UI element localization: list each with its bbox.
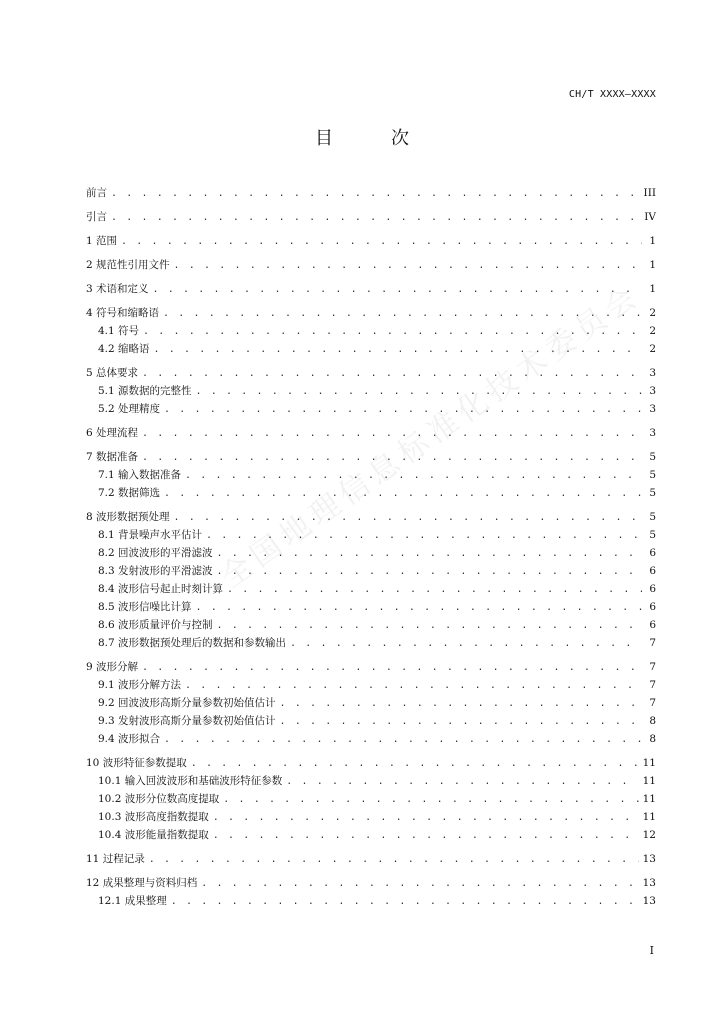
dot-leader (196, 383, 642, 401)
toc-entry-page: 5 (649, 469, 656, 481)
toc-entry-label: 8.2 回波波形的平滑滤波 (98, 547, 213, 559)
toc-entry-label: 9 波形分解 (86, 661, 139, 673)
dot-leader (280, 713, 642, 731)
toc-subentry[interactable] (86, 526, 656, 544)
dot-leader (201, 875, 638, 893)
toc-entry-label: 引言 (86, 211, 107, 223)
dot-leader (142, 449, 642, 467)
toc-entry-page: 5 (649, 529, 656, 541)
toc-entry[interactable] (86, 658, 656, 676)
toc-entry-label: 8.4 波形信号起止时刻计算 (98, 583, 224, 595)
table-of-contents (86, 184, 656, 910)
toc-entry-page: 8 (649, 715, 656, 727)
dot-leader (223, 791, 638, 809)
toc-entry[interactable] (86, 304, 656, 322)
toc-entry-label: 12.1 成果整理 (98, 895, 167, 907)
toc-subentry[interactable] (86, 730, 656, 748)
toc-entry-page: 2 (649, 343, 656, 355)
dot-leader (213, 827, 639, 845)
toc-entry-label: 9.1 波形分解方法 (98, 679, 182, 691)
dot-leader (227, 581, 642, 599)
dot-leader (121, 233, 642, 251)
watermark: 全国地理信息标准化技术委员会 (214, 277, 648, 596)
toc-entry-label: 10 波形特征参数提取 (86, 757, 187, 769)
toc-entry-label: 7 数据准备 (86, 451, 139, 463)
toc-subentry[interactable] (86, 790, 656, 808)
toc-entry-page: 3 (649, 367, 656, 379)
toc-entry[interactable] (86, 850, 656, 868)
dot-leader (174, 257, 642, 275)
toc-entry-page: 7 (649, 697, 656, 709)
dot-leader (153, 281, 642, 299)
toc-subentry[interactable] (86, 808, 656, 826)
dot-leader (111, 209, 640, 227)
dot-leader (213, 809, 639, 827)
dot-leader (164, 485, 642, 503)
toc-entry-label: 9.4 波形拟合 (98, 733, 161, 745)
toc-subentry[interactable] (86, 634, 656, 652)
dot-leader (191, 755, 639, 773)
toc-entry[interactable] (86, 754, 656, 772)
toc-entry-page: 8 (649, 733, 656, 745)
toc-subentry[interactable] (86, 580, 656, 598)
dot-leader (142, 365, 642, 383)
toc-entry-label: 5 总体要求 (86, 367, 139, 379)
toc-entry-page: 6 (649, 583, 656, 595)
toc-entry-label: 9.3 发射波形高斯分量参数初始值估计 (98, 715, 276, 727)
toc-subentry[interactable] (86, 772, 656, 790)
dot-leader (111, 185, 640, 203)
toc-title: 目 次 (315, 128, 429, 149)
toc-entry[interactable] (86, 508, 656, 526)
toc-entry-label: 10.4 波形能量指数提取 (98, 829, 209, 841)
toc-entry-label: 9.2 回波波形高斯分量参数初始值估计 (98, 697, 276, 709)
dot-leader (217, 617, 642, 635)
toc-entry-label: 4.1 符号 (98, 325, 140, 337)
page-number: I (649, 944, 654, 957)
toc-entry-page: 1 (649, 283, 656, 295)
toc-entry[interactable] (86, 184, 656, 202)
toc-entry-label: 10.2 波形分位数高度提取 (98, 793, 220, 805)
toc-entry-page: 13 (642, 853, 656, 865)
toc-entry-label: 4.2 缩略语 (98, 343, 150, 355)
dot-leader (280, 695, 642, 713)
toc-subentry[interactable] (86, 484, 656, 502)
toc-entry[interactable] (86, 874, 656, 892)
toc-entry-label: 2 规范性引用文件 (86, 259, 170, 271)
toc-entry-label: 4 符号和缩略语 (86, 307, 160, 319)
toc-entry-label: 8.6 波形质量评价与控制 (98, 619, 213, 631)
dot-leader (290, 635, 642, 653)
toc-entry-label: 8.1 背景噪声水平估计 (98, 529, 203, 541)
toc-entry-label: 5.1 源数据的完整性 (98, 385, 192, 397)
toc-subentry[interactable] (86, 676, 656, 694)
toc-subentry[interactable] (86, 598, 656, 616)
toc-entry-page: 11 (642, 793, 656, 805)
toc-subentry[interactable] (86, 562, 656, 580)
toc-entry-page: 11 (642, 811, 656, 823)
standard-code: CH/T XXXX—XXXX (568, 89, 656, 100)
toc-entry-page: 7 (649, 661, 656, 673)
toc-entry-page: 2 (649, 325, 656, 337)
toc-entry-page: 3 (649, 427, 656, 439)
toc-entry-page: 5 (649, 451, 656, 463)
toc-entry-page: 2 (649, 307, 656, 319)
toc-subentry[interactable] (86, 466, 656, 484)
toc-subentry[interactable] (86, 712, 656, 730)
toc-entry-page: 6 (649, 619, 656, 631)
toc-entry-page: 1 (649, 259, 656, 271)
toc-entry-label: 8 波形数据预处理 (86, 511, 170, 523)
dot-leader (171, 893, 639, 911)
dot-leader (149, 851, 639, 869)
dot-leader (143, 323, 642, 341)
dot-leader (217, 545, 642, 563)
dot-leader (196, 599, 642, 617)
dot-leader (206, 527, 642, 545)
toc-entry-label: 3 术语和定义 (86, 283, 149, 295)
toc-entry-label: 8.3 发射波形的平滑滤波 (98, 565, 213, 577)
toc-entry-page: 6 (649, 547, 656, 559)
toc-entry-page: 6 (649, 565, 656, 577)
toc-subentry[interactable] (86, 382, 656, 400)
dot-leader (164, 731, 642, 749)
toc-entry[interactable] (86, 208, 656, 226)
dot-leader (154, 341, 642, 359)
toc-entry-page: 11 (642, 757, 656, 769)
dot-leader (142, 425, 642, 443)
toc-subentry[interactable] (86, 544, 656, 562)
toc-entry-label: 前言 (86, 187, 107, 199)
toc-entry-page: 3 (649, 403, 656, 415)
toc-entry-label: 12 成果整理与资料归档 (86, 877, 198, 889)
toc-entry[interactable] (86, 232, 656, 250)
toc-subentry[interactable] (86, 322, 656, 340)
toc-entry-page: 13 (642, 895, 656, 907)
toc-entry-page: 3 (649, 385, 656, 397)
toc-subentry[interactable] (86, 400, 656, 418)
toc-entry[interactable] (86, 448, 656, 466)
toc-entry-label: 7.1 输入数据准备 (98, 469, 182, 481)
toc-entry[interactable] (86, 280, 656, 298)
dot-leader (174, 509, 642, 527)
toc-entry-page: 11 (642, 775, 656, 787)
toc-entry-page: 5 (649, 511, 656, 523)
toc-entry[interactable] (86, 424, 656, 442)
toc-entry-label: 1 范围 (86, 235, 118, 247)
toc-entry-page: 7 (649, 637, 656, 649)
toc-entry-label: 10.3 波形高度指数提取 (98, 811, 209, 823)
toc-entry-label: 6 处理流程 (86, 427, 139, 439)
toc-entry-label: 7.2 数据筛选 (98, 487, 161, 499)
dot-leader (286, 773, 638, 791)
toc-entry-page: 12 (642, 829, 656, 841)
toc-entry-label: 10.1 输入回波波形和基础波形特征参数 (98, 775, 283, 787)
toc-entry-page: 1 (649, 235, 656, 247)
toc-entry-label: 5.2 处理精度 (98, 403, 161, 415)
toc-entry-page: 5 (649, 487, 656, 499)
toc-entry-page: IV (644, 211, 656, 223)
dot-leader (163, 305, 642, 323)
toc-entry[interactable] (86, 364, 656, 382)
toc-subentry[interactable] (86, 340, 656, 358)
toc-entry[interactable] (86, 256, 656, 274)
toc-subentry[interactable] (86, 826, 656, 844)
dot-leader (217, 563, 642, 581)
dot-leader (185, 677, 642, 695)
toc-entry-page: 6 (649, 601, 656, 613)
dot-leader (142, 659, 642, 677)
toc-entry-page: 7 (649, 679, 656, 691)
dot-leader (185, 467, 642, 485)
toc-entry-label: 8.7 波形数据预处理后的数据和参数输出 (98, 637, 287, 649)
toc-subentry[interactable] (86, 694, 656, 712)
toc-entry-label: 8.5 波形信噪比计算 (98, 601, 192, 613)
dot-leader (164, 401, 642, 419)
toc-entry-page: III (643, 187, 656, 199)
toc-entry-page: 13 (642, 877, 656, 889)
toc-subentry[interactable] (86, 892, 656, 910)
toc-entry-label: 11 过程记录 (86, 853, 145, 865)
toc-subentry[interactable] (86, 616, 656, 634)
